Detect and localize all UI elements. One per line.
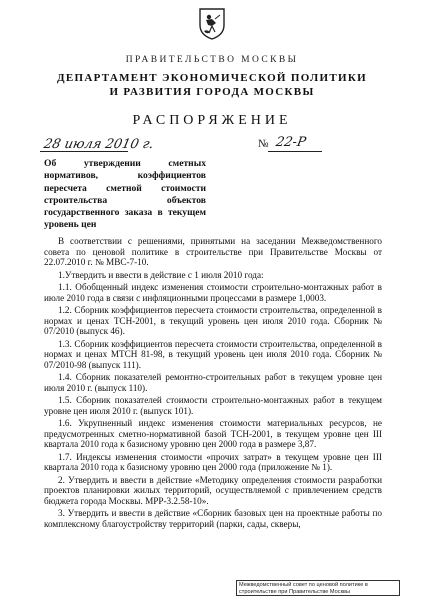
paragraph-1-5: 1.5. Сборник показателей стоимости строительно-монтажных работ в текущем уровне цен июля 2010 г. (выпуск 101). bbox=[44, 395, 382, 416]
moscow-coat-of-arms-icon bbox=[198, 7, 226, 41]
department-name-line1: ДЕПАРТАМЕНТ ЭКОНОМИЧЕСКОЙ ПОЛИТИКИ bbox=[57, 72, 367, 84]
date-underline bbox=[40, 151, 128, 152]
official-stamp bbox=[236, 580, 400, 596]
number-underline bbox=[268, 151, 322, 152]
number-sign: № bbox=[258, 138, 269, 150]
paragraph-1-3: 1.3. Сборник коэффициентов пересчета стоимости строительства, определенной в нормах и ценах МТСН 81-98, в текущий уровень цен июля 2010 года. Сборник № 07/2010-98 (выпуск 111). bbox=[44, 338, 382, 370]
government-name: ПРАВИТЕЛЬСТВО МОСКВЫ bbox=[125, 55, 299, 65]
document-type: РАСПОРЯЖЕНИЕ bbox=[132, 113, 292, 128]
paragraph-1: 1.Утвердить и ввести в действие с 1 июля 2010 года: bbox=[58, 269, 264, 280]
paragraph-2: 2. Утвердить и ввести в действие «Методику определения стоимости разработки проектов планировки жилых территорий, осуществляемой с привлечением средств бюджета города Москвы. МРР-3.2.58-10». bbox=[44, 474, 382, 506]
paragraph-1-2: 1.2. Сборник коэффициентов пересчета стоимости строительства, определенной в нормах и ценах ТСН-2001, в текущий уровень цен июля 2010 года. Сборник № 07/2010 (выпуск 46). bbox=[44, 305, 382, 336]
paragraph-intro: В соответствии с решениями, принятыми на заседании Межведомственного совета по ценовой политике в строительстве при Правительстве Москвы от 22.07.2010 г. № МВС-7-10. bbox=[44, 236, 382, 267]
document-date: 28 июля 2010 г. bbox=[42, 137, 156, 152]
paragraph-1-1: 1.1. Обобщенный индекс изменения стоимости строительно-монтажных работ в июле 2010 года в связи с инфляционными процессами в размере 1,0003. bbox=[44, 282, 382, 303]
department-name-line2: И РАЗВИТИЯ ГОРОДА МОСКВЫ bbox=[109, 86, 315, 98]
paragraph-1-6: 1.6. Укрупненный индекс изменения стоимости материальных ресурсов, не предусмотренных сметно-нормативной базой ТСН-2001, в текущем уровне цен III квартала 2010 года к базисному уровню цен 2000 года в размере 3,87. bbox=[44, 418, 382, 449]
document-number: 22-Р bbox=[274, 135, 308, 150]
document-body bbox=[44, 236, 382, 531]
paragraph-1-7: 1.7. Индексы изменения стоимости «прочих затрат» в текущем уровне цен III квартала 2010 года к базисному уровню цен 2000 года (приложение № 1). bbox=[44, 451, 382, 472]
document-subject: Об утверждении сметных нормативов, коэффициентов пересчета сметной стоимости строительства объектов государственного заказа в текущем уровень цен bbox=[44, 158, 206, 231]
stamp-line2: строительстве при Правительстве Москвы bbox=[239, 589, 351, 595]
stamp-line1: Межведомственный совет по ценовой политике в bbox=[239, 582, 368, 588]
paragraph-3: 3. Утвердить и ввести в действие «Сборник базовых цен на проектные работы по комплексному благоустройству территорий (парки, сады, скверы, bbox=[44, 508, 382, 529]
paragraph-1-4: 1.4. Сборник показателей ремонтно-строительных работ в текущем уровне цен июля 2010 г. (выпуск 110). bbox=[44, 372, 382, 393]
